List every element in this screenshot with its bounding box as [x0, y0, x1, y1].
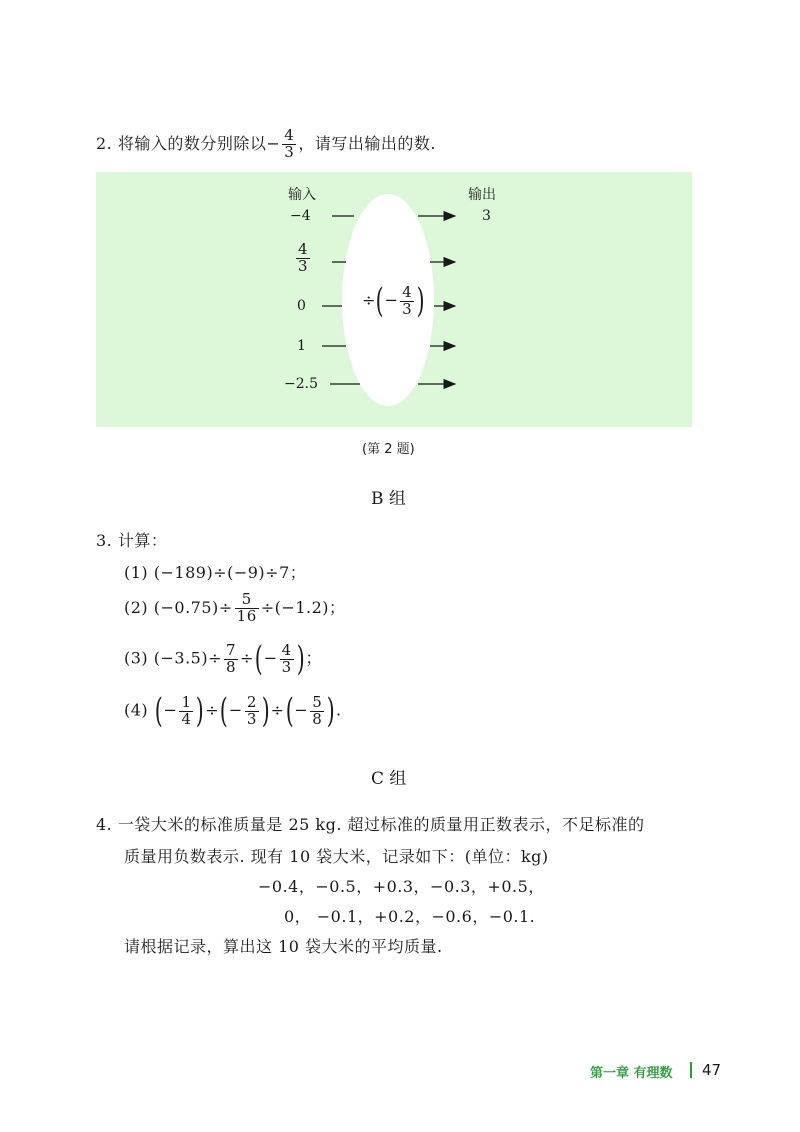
question-4-data-row-2: 0， −0.1，+0.2，−0.6，−0.1.	[284, 907, 536, 926]
part-2-prefix: (2) (−0.75)÷	[124, 597, 233, 617]
divide-sign: ÷	[205, 700, 220, 720]
right-paren: )	[261, 691, 270, 731]
fraction-numerator: 5	[241, 590, 252, 608]
left-paren: (	[376, 281, 385, 321]
section-c-heading: C 组	[371, 769, 407, 789]
fraction-numerator: 7	[226, 640, 237, 659]
left-paren: (	[219, 691, 229, 731]
question-3-part-3	[124, 639, 322, 679]
question-number: 2.	[96, 133, 113, 153]
minus-sign: −	[294, 700, 309, 720]
left-paren: (	[154, 691, 163, 731]
fraction-denominator: 3	[298, 256, 308, 275]
question-text-end: ，请写出输出的数.	[298, 133, 436, 153]
question-2-prompt	[96, 128, 436, 161]
fraction-denominator: 8	[226, 657, 237, 676]
question-text: 将输入的数分别除以	[117, 133, 267, 153]
part-2-suffix: ÷(−1.2)；	[260, 597, 346, 617]
question-3-part-4	[124, 691, 342, 731]
input-value-5: −2.5	[284, 376, 318, 392]
output-value-1: 3	[482, 208, 491, 224]
right-paren: )	[416, 281, 425, 321]
input-value-1: −4	[290, 208, 311, 224]
fraction-denominator: 3	[281, 657, 292, 676]
divide-sign: ÷	[362, 290, 376, 310]
right-paren: )	[327, 691, 336, 731]
fraction-denominator: 3	[284, 142, 295, 161]
question-3-title: 3. 计算：	[96, 531, 168, 550]
fraction-denominator: 16	[236, 606, 257, 625]
left-paren: (	[285, 691, 294, 731]
input-value-3: 0	[297, 298, 306, 314]
question-4-data-row-1: −0.4，−0.5，+0.3，−0.3，+0.5，	[258, 877, 545, 896]
part-3-end: ；	[305, 648, 322, 668]
question-3-part-2	[124, 592, 346, 625]
fraction-denominator: 3	[402, 299, 412, 318]
left-paren: (	[254, 639, 263, 679]
footer-chapter-title: 第一章 有理数	[590, 1066, 673, 1081]
right-paren: )	[296, 639, 305, 679]
figure-caption: (第 2 题)	[362, 442, 415, 457]
question-3-part-1: (1) (−189)÷(−9)÷7；	[124, 563, 307, 582]
question-4-line-1: 4. 一袋大米的标准质量是 25 kg. 超过标准的质量用正数表示，不足标准的	[96, 815, 645, 834]
right-paren: )	[196, 691, 205, 731]
operation-expression	[362, 281, 425, 321]
output-label: 输出	[468, 187, 496, 203]
minus-sign: −	[384, 290, 399, 310]
fraction-numerator: 2	[246, 692, 257, 711]
fraction-numerator: 1	[181, 692, 192, 711]
minus-sign: −	[228, 700, 243, 720]
minus-sign: −	[263, 648, 278, 668]
page-number: 47	[702, 1061, 722, 1079]
divide-sign: ÷	[270, 700, 285, 720]
section-b-heading: B 组	[371, 489, 406, 509]
part-3-prefix: (3) (−3.5)÷	[124, 648, 222, 668]
fraction	[282, 128, 296, 161]
input-value-2	[294, 242, 312, 275]
question-4-line-2: 质量用负数表示. 现有 10 袋大米，记录如下：(单位：kg)	[124, 847, 549, 866]
fraction-denominator: 3	[246, 709, 257, 728]
part-4-end: .	[336, 700, 342, 720]
fraction-numerator: 5	[312, 692, 323, 711]
minus-sign: −	[163, 700, 178, 720]
fraction-numerator: 4	[402, 282, 412, 301]
question-4-line-3: 请根据记录，算出这 10 袋大米的平均质量.	[124, 937, 443, 956]
input-output-diagram	[96, 172, 692, 427]
footer-divider	[690, 1062, 692, 1078]
fraction-numerator: 4	[284, 126, 295, 144]
fraction-denominator: 8	[312, 709, 323, 728]
minus-sign: −	[266, 133, 281, 153]
part-4-prefix: (4)	[124, 700, 149, 720]
fraction-numerator: 4	[298, 240, 308, 258]
divide-sign: ÷	[240, 648, 254, 668]
input-label: 输入	[288, 187, 316, 203]
fraction-denominator: 4	[181, 709, 192, 728]
input-value-4: 1	[297, 338, 306, 354]
fraction-numerator: 4	[281, 640, 292, 659]
